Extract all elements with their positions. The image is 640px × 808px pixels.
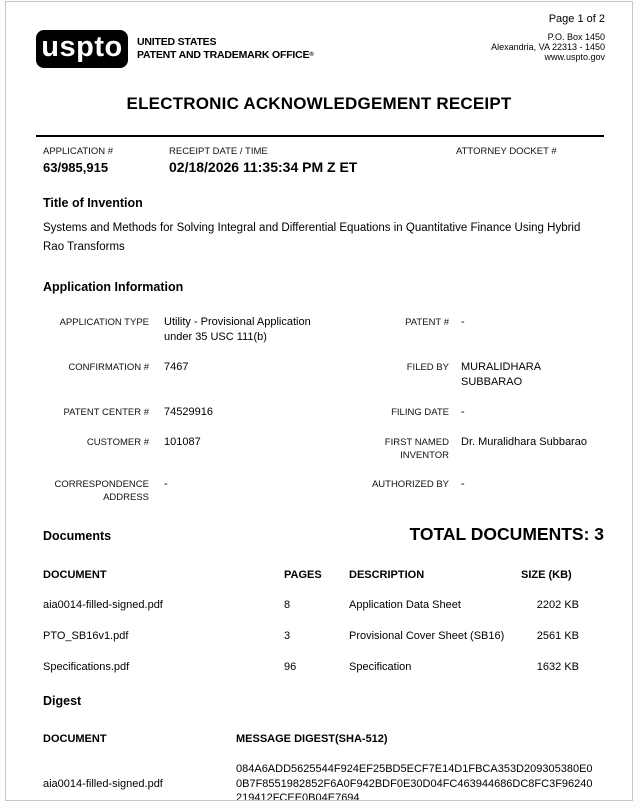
application-number-field [43,146,169,175]
application-type-value: Utility - Provisional Application under 35 USC 111(b) [164,316,311,343]
col-header-size: SIZE (KB) [521,569,572,581]
address-line2: Alexandria, VA 22313 - 1450 [491,42,605,52]
header-divider [36,135,604,137]
document-name: Specifications.pdf [43,660,130,673]
authorized-by-value: - [461,478,465,490]
digest-col-header-hash: MESSAGE DIGEST(SHA-512) [236,733,388,745]
filed-by-label: FILED BY [406,362,449,373]
table-row [43,597,604,612]
confirmation-number-value: 7467 [164,361,189,373]
correspondence-address-label: CORRESPONDENCE ADDRESS [54,479,149,503]
org-line2: PATENT AND TRADEMARK OFFICE® [137,49,314,61]
info-row-patent-center [43,405,604,420]
receipt-datetime-label: RECEIPT DATE / TIME [169,146,268,157]
registered-mark: ® [309,52,314,58]
document-size: 2202 KB [536,598,579,611]
patent-number-label: PATENT # [405,317,449,328]
org-name [137,36,314,62]
document-size: 1632 KB [536,660,579,673]
documents-table-header [43,568,604,582]
document-description: Provisional Cover Sheet (SB16) [349,629,505,642]
application-type-label: APPLICATION TYPE [59,317,149,328]
uspto-logo-text: uspto [41,30,123,63]
patent-number-value: - [461,316,465,328]
application-number-label: APPLICATION # [43,146,114,157]
digest-heading: Digest [43,694,82,708]
table-row [43,659,604,674]
col-header-document: DOCUMENT [43,569,107,581]
digest-table [43,733,604,801]
receipt-datetime-field [169,146,456,175]
digest-document-name: aia0014-filled-signed.pdf [43,777,163,790]
address-line3: www.uspto.gov [544,52,605,62]
confirmation-number-label: CONFIRMATION # [68,362,149,373]
filing-date-label: FILING DATE [391,407,449,418]
document-size: 2561 KB [536,629,579,642]
digest-hash-value: 084A6ADD5625544F924EF25BD5ECF7E14D1FBCA353D209305380E00B7F8551982852F6A0F942BDF0E30D04FC463944686DC8FC3F96240219412FCEE0B04E7694 [236,763,593,801]
document-description: Application Data Sheet [349,598,461,611]
attorney-docket-field [456,146,604,175]
digest-col-header-document: DOCUMENT [43,733,107,745]
first-named-inventor-value: Dr. Muralidhara Subbarao [461,436,587,448]
info-row-application-type [43,315,604,345]
info-row-confirmation [43,360,604,390]
documents-table [43,568,604,674]
document-pages: 3 [284,629,291,642]
invention-heading: Title of Invention [43,196,143,210]
customer-number-label: CUSTOMER # [86,437,149,448]
attorney-docket-label: ATTORNEY DOCKET # [456,146,557,157]
document-pages: 8 [284,598,291,611]
info-row-correspondence [43,477,604,504]
receipt-datetime-value: 02/18/2026 11:35:34 PM Z ET [169,159,358,175]
uspto-logo [36,30,128,68]
total-documents: TOTAL DOCUMENTS: 3 [409,524,604,544]
table-row [43,628,604,643]
application-number-value: 63/985,915 [43,160,109,175]
filing-date-value: - [461,406,465,418]
documents-heading-row [43,524,604,545]
col-header-pages: PAGES [284,569,322,581]
document-name: aia0014-filled-signed.pdf [43,598,163,611]
digest-table-header [43,733,604,745]
customer-number-value: 101087 [164,436,201,448]
invention-title-text: Systems and Methods for Solving Integral and Differential Equations in Quantitative Finance Using Hybrid Rao Transforms [43,222,581,253]
document-description: Specification [349,660,412,673]
filed-by-value: MURALIDHARA SUBBARAO [461,361,541,388]
application-info-heading: Application Information [43,280,184,294]
receipt-meta-row [43,146,604,175]
info-row-customer [43,435,604,462]
first-named-inventor-label: FIRST NAMED INVENTOR [384,437,449,461]
authorized-by-label: AUTHORIZED BY [371,479,449,490]
patent-center-label: PATENT CENTER # [63,407,149,418]
document-pages: 96 [284,660,297,673]
application-info-grid [6,315,632,504]
receipt-page [5,1,633,801]
uspto-address [491,32,605,62]
correspondence-address-value: - [164,478,168,490]
documents-heading: Documents [43,529,112,543]
address-line1: P.O. Box 1450 [547,32,605,42]
document-name: PTO_SB16v1.pdf [43,629,129,642]
patent-center-value: 74529916 [164,406,213,418]
table-row [43,762,604,801]
masthead [36,30,605,68]
col-header-description: DESCRIPTION [349,569,425,581]
document-title: ELECTRONIC ACKNOWLEDGEMENT RECEIPT [126,94,512,113]
page-indicator: Page 1 of 2 [548,13,605,25]
org-line1: UNITED STATES [137,36,217,48]
